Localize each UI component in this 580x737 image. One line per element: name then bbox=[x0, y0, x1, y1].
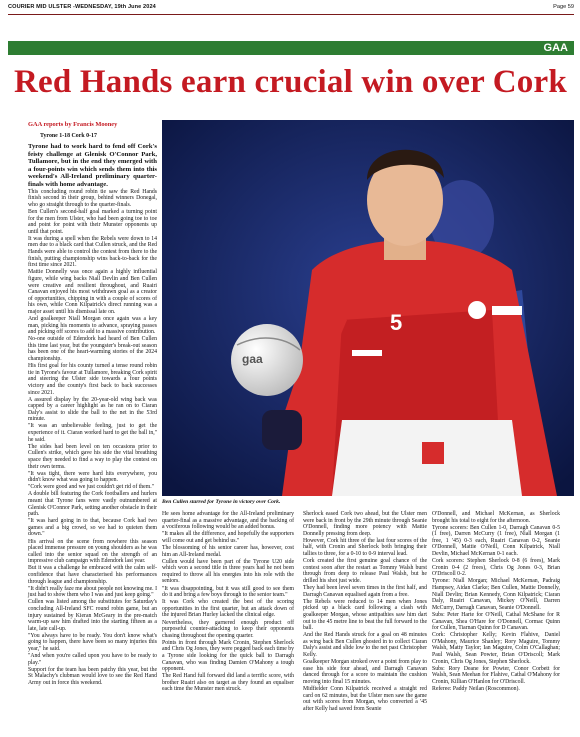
masthead-rule bbox=[8, 14, 574, 15]
paragraph: "It makes all the difference, and hopefully the supporters will come out and get behind us." bbox=[162, 531, 294, 544]
paragraph: "It was hard going in to that, because Cork had two games and a big crowd, so we had to quieten them down." bbox=[28, 518, 157, 538]
paragraph: And the Red Hands struck for a goal on 48 minutes as wing back Ben Cullen ghosted in to collect Ciaran Daly's assist and slide low to the net past Christopher Kelly. bbox=[303, 632, 427, 658]
section-label: GAA bbox=[543, 42, 568, 54]
paragraph: A assured display by the 20-year-old wing back was capped by a career highlight as he ran on to Ciaran Daly's assist to slide the ball to the net in the 53rd minute. bbox=[28, 396, 157, 423]
paragraph: It was Cork who created the best of the scoring opportunities in the first quarter, but an attack down of the injured Brian Hurley lacked the clinical edge. bbox=[162, 599, 294, 619]
paragraph: But it was a challenge he embraced with the calm self-confidence that have characterised his performances through league and championship. bbox=[28, 565, 157, 585]
paragraph: Cork: Christopher Kelly; Kevin Flahive, Daniel O'Mahony, Maurice Shanley; Rory Maguire, Tommy Walsh, Matty Taylor; Ian Maguire, Colm O'Callaghan; Paul Walsh, Sean Powter, Brian O'Driscoll; Mark Cronin, Chris Og Jones, Stephen Sherlock. bbox=[432, 632, 560, 665]
paragraph: "It was disappointing, but it was still good to see them do it and bring a few boys through to the senior team." bbox=[162, 585, 294, 599]
photo-caption: Ben Cullen starred for Tyrone in victory over Cork. bbox=[162, 499, 281, 505]
paragraph: Referee: Paddy Neilan (Roscommon). bbox=[432, 685, 520, 692]
paragraph: The blossoming of his senior career has, however, cost him an All-Ireland medal. bbox=[162, 544, 294, 558]
article-column-1 bbox=[28, 122, 157, 687]
paragraph: Tyrone scorers: Ben Cullen 1-0, Darragh Canavan 0-5 (1 free), Darren McCurry (1 free), Niall Morgan (1 free, 1 '45) 0-3 each, Ruairi Canavan 0-2, Seanie O'Donnell, Mattie O'Neill, Conn Kilpatrick, Niall Devlin, Michael McKernan 0-1 each. bbox=[432, 524, 560, 558]
paragraph: They had been level seven times in the first half, and Darragh Canavan equalised again from a free. bbox=[303, 585, 427, 598]
paragraph: A double bill featuring the Cork footballers and hurlers meant that Tyrone fans were vastly outnumbered at Glenisk O'Connor Park, setting another obstacle in their path. bbox=[28, 491, 157, 518]
article-column-3 bbox=[303, 511, 427, 713]
article-column-4 bbox=[432, 511, 560, 693]
paragraph: Cork scorers: Stephen Sherlock 0-8 (6 frees), Mark Cronin 0-4 (2 frees), Chris Og Jones 0-3, Brian O'Driscoll 0-2. bbox=[432, 558, 560, 578]
paragraph: The sides had been level on ten occasions prior to Cullen's strike, which gave his side the vital breathing space they needed to find a way to play the contest on their own terms. bbox=[28, 443, 157, 470]
paragraph: "It didn't really faze me about people not knowing me. I just had to show them who I was and just keep going." bbox=[28, 585, 157, 599]
paragraph: "It was an unbelievable feeling, just to get the experience of it. Ciaran worked hard to get the ball in," he said. bbox=[28, 423, 157, 443]
paragraph: And goalkeeper Niall Morgan once again was a key man, picking his moments to advance, spraying passes and picking off scores to add to a massive contribution. bbox=[28, 315, 157, 336]
paragraph: Tyrone: Niall Morgan; Michael McKernan, Padraig Hampsey, Aidan Clarke; Ben Cullen, Mattie Donnelly, Niall Devlin; Brian Kennedy, Conn Kilpatrick; Ciaran Daly, Ruairi Canavan, Mickey O'Neill, Darren McCurry, Darragh Canavan, Seanie O'Donnell. bbox=[432, 578, 560, 611]
paragraph: Mattie Donnelly was once again a highly influential figure, while wing backs Niall Devlin and Ben Cullen were creative and resilient throughout, and Ruairi Canavan enjoyed his most withdrawn goal as a creator of opportunities, chipping in with a couple of scores of his own, while Conn Kilpatrick's direct running was a major asset until his dismissal late on. bbox=[28, 269, 157, 315]
match-photo bbox=[162, 120, 574, 496]
paragraph: However, Cork hit three of the last four scores of the half, with Cronin and Sherlock both bringing their tallies to three, for a 0-10 to 0-9 interval lead. bbox=[303, 537, 427, 558]
paragraph: "Cork were good and we just couldn't get rid of them." bbox=[28, 484, 154, 491]
paragraph: Goalkeeper Morgan stroked over a point from play to ease his side four ahead, and Darragh Canavan danced through for a score to maintain the cushion moving into final 15 minutes. bbox=[303, 659, 427, 685]
paragraph: Points in front through Mark Cronin, Stephen Sherlock and Chris Og Jones, they were pegged back each time by a Tyrone side looking for the quick ball to Darragh Canavan, who was finding Damien O'Mahony a tough opponent. bbox=[162, 639, 294, 673]
paragraph: Cullen would have been part of the Tyrone U20 side which won a second title in three years had he not been required to throw all his energies into his role with the seniors. bbox=[162, 558, 294, 585]
paragraph: Subs: Rory Deane for Powter, Conor Corbett for Walsh, Sean Meehan for Flahive, Cathal O'Mahony for Cronin, Killian O'Hanlon for O'Driscoll. bbox=[432, 665, 560, 685]
paragraph: Subs: Peter Harte for O'Neill, Cathal McShane for R Canavan, Shea O'Hare for O'Donnell, Cormac Quinn for Cullen, Tiarnan Quinn for D Canavan. bbox=[432, 611, 560, 632]
column-2-body bbox=[162, 511, 294, 693]
masthead bbox=[8, 3, 574, 13]
paragraph: It was during a spell when the Rebels were down to 14 men due to a black card that Cullen struck, and the Red Hands were able to control the contest from there to the finish, putting championship wins back-to-back for the first time since 2021. bbox=[28, 235, 157, 269]
paragraph: This concluding round robin tie saw the Red Hands finish second in their group, behind winners Donegal, who go straight through to the quarter-finals. bbox=[28, 188, 157, 208]
section-banner bbox=[8, 41, 574, 55]
paragraph: His first goal for his county turned a tense round robin tie in Tyrone's favour at Tullamore, breaking Cork spirit and steering the Ulster side towards a four points victory and the county's first back to back successes since 2021. bbox=[28, 363, 157, 396]
paragraph: Nevertheless, they garnered enough product off purposeful counter-attacking to keep their opponents chasing throughout the opening quarter. bbox=[162, 619, 294, 639]
paragraph: Support for the team has been patchy this year, but the St Malachy's clubman would love to see the Red Hand Army out in force this weekend. bbox=[28, 666, 157, 687]
paragraph: "And when you're called upon you have to be ready to play." bbox=[28, 653, 157, 666]
paragraph: He sees home advantage for the All-Ireland preliminary quarter-final as a massive advantage, and the backing of a vociferous following would be an added bonus. bbox=[162, 511, 294, 531]
jersey-number: 5 bbox=[390, 310, 403, 335]
paragraph: O'Donnell, and Michael McKernan, as Sherlock brought his total to eight for the afternoon. bbox=[432, 511, 560, 524]
ball-logo: gaa bbox=[242, 352, 263, 366]
scoreline: Tyrone 1-18 Cork 0-17 bbox=[40, 132, 97, 139]
paragraph: Cullen was listed among the substitutes for Saturday's concluding All-Ireland SFC round robin game, but an injury sustained by Kieran McGeary in the pre-match warm-up saw him drafted into the starting fifteen as a late, late call-up. bbox=[28, 599, 157, 632]
byline: GAA reports by Francis Mooney bbox=[28, 121, 118, 128]
paragraph: "You always have to be ready. You don't know what's going to happen, there have been so many injuries this year," he said. bbox=[28, 632, 157, 653]
article-column-2 bbox=[162, 511, 294, 694]
masthead-publication-date: COURIER MID ULSTER -WEDNESDAY, 19th June 2024 bbox=[8, 4, 156, 10]
paragraph: No-one outside of Edendork had heard of Ben Cullen this time last year, but the youngster's break-out season has been one of the heart-warming stories of the 2024 championship. bbox=[28, 336, 157, 363]
paragraph: The Rebels were reduced to 14 men when Jones picked up a black card following a clash with goalkeeper Morgan, whose antipathies saw him dart out to the 45 metre line to beat the full forward to the ball. bbox=[303, 598, 427, 632]
column-3-body bbox=[303, 511, 427, 712]
intro-paragraph: Tyrone had to work hard to fend off Cork's feisty challenge at Glenisk O'Connor Park, Tullamore, but in the end they emerged with a four-points win which sends them into this weekend's All-Ireland preliminary quarter-finals with home advantage. bbox=[28, 143, 157, 188]
paragraph: Midfielder Conn Kilpatrick received a straight red card on 62 minutes, but the Ulster men saw the game out with scores from Morgan, who converted a '45 after Kelly had saved from Seanie bbox=[303, 685, 427, 712]
paragraph: The Red Hand full forward did land a terrific score, with brother Ruairi also on target as they found an equaliser each time the Munster men struck. bbox=[162, 673, 294, 693]
photo-illustration bbox=[162, 120, 574, 496]
paragraph: Ben Cullen's second-half goal marked a turning point for the men from Ulster, who had been going toe to toe and point for point with their Munster opponents up until that point. bbox=[28, 208, 157, 235]
paragraph: "It was tight, there were hard hits everywhere, you didn't know what was going to happen. bbox=[28, 470, 157, 484]
column-1-body bbox=[28, 189, 157, 687]
page-number: Page 59 bbox=[553, 4, 574, 10]
column-4-body bbox=[432, 511, 560, 693]
paragraph: Sherlock eased Cork two ahead, but the Ulster men were back in front by the 29th minute through Seanie O'Donnell, finding more potency with Mattie Donnelly pressing from deep. bbox=[303, 511, 427, 537]
paragraph: Cork created the first genuine goal chance of the contest soon after the restart as Tommy Walsh burst through from deep to release Paul Walsh, but he drilled his shot just wide. bbox=[303, 558, 427, 584]
paragraph: His arrival on the scene from nowhere this season placed immense pressure on young shoulders as he was called into the senior squad on the strength of an impressive club campaign with Edendork last year. bbox=[28, 538, 157, 565]
headline: Red Hands earn crucial win over Cork bbox=[14, 64, 567, 100]
